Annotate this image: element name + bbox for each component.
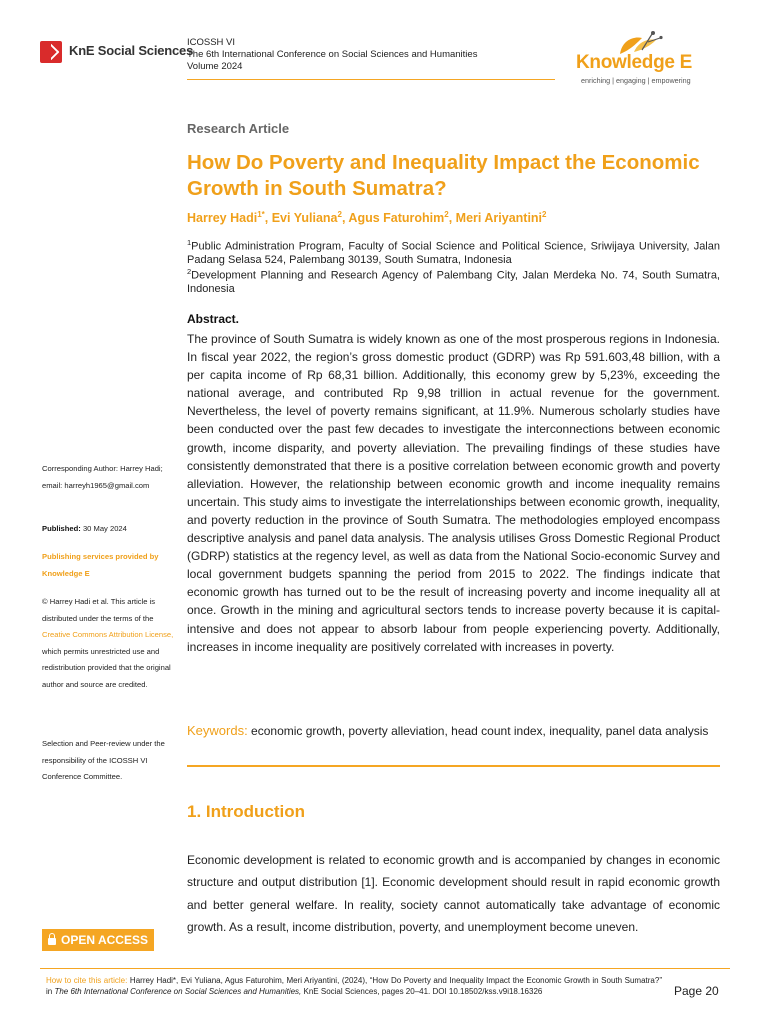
keywords-text: economic growth, poverty alleviation, head count index, inequality, panel data analysis xyxy=(251,724,709,738)
license-pre: © Harrey Hadi et al. This article is distributed under the terms of the xyxy=(42,597,156,623)
footer-divider xyxy=(40,968,730,969)
lock-icon xyxy=(48,938,56,945)
publisher-name: KnE Social Sciences xyxy=(69,43,194,58)
cite-source: The 6th International Conference on Social Sciences and Humanities, xyxy=(54,986,302,996)
conference-info xyxy=(187,37,477,73)
affiliation-text: Public Administration Program, Faculty of Social Science and Political Science, Sriwijaya University, Jalan Padang Selasa 524, Palembang 30139, South Sumatra, Indonesia xyxy=(187,240,720,267)
affiliation-text: Development Planning and Research Agency of Palembang City, Jalan Merdeka No. 74, South Sumatra, Indonesia xyxy=(187,269,720,296)
author-name: Harrey Hadi xyxy=(187,211,258,226)
header-divider xyxy=(187,79,555,80)
cite-label: How to cite this article: xyxy=(46,976,128,985)
affiliation-2 xyxy=(187,265,720,297)
open-access-badge xyxy=(42,929,154,951)
abstract-heading: Abstract. xyxy=(187,312,240,326)
author-list: Harrey Hadi$^{1*}$, Evi Yuliana$^2$, Agus Faturohim$^2$, Meri Ariyantini$^2$ xyxy=(187,210,547,226)
conference-full: The 6th International Conference on Social Sciences and Humanities xyxy=(187,49,478,60)
page-number: Page 20 xyxy=(674,984,719,998)
introduction-paragraph: Economic development is related to economic growth and is accompanied by changes in economic structure and output distribution [1]. Economic development should result in rapid economic growth and better general welfare. In reality, society cannot automatically take advantage of economic growth. As a result, income distribution, poverty, and unemployment become uneven. xyxy=(187,853,720,934)
knowledge-e-tagline: enriching | engaging | empowering xyxy=(581,76,691,85)
affiliation-sup: 1 xyxy=(187,238,192,247)
article-title: How Do Poverty and Inequality Impact the Economic Growth in South Sumatra? xyxy=(187,151,700,200)
license-post: which permits unrestricted use and redistribution provided that the original author and source are credited. xyxy=(42,646,171,689)
conference-short: ICOSSH VI xyxy=(187,37,236,48)
keywords xyxy=(187,722,720,740)
knowledge-e-logo-text: Knowledge E xyxy=(576,52,692,73)
peer-review-notice: Selection and Peer-review under the responsibility of the ICOSSH VI Conference Committee. xyxy=(42,739,165,781)
article-type: Research Article xyxy=(187,121,290,136)
license-link[interactable]: Creative Commons Attribution License, xyxy=(42,630,174,639)
author-name: Evi Yuliana xyxy=(271,211,338,226)
volume: Volume 2024 xyxy=(187,61,243,72)
publishing-services: Publishing services provided by Knowledge E xyxy=(42,552,159,578)
author-name: Agus Faturohim xyxy=(348,211,445,226)
affiliation-1 xyxy=(187,236,720,268)
keywords-label: Keywords: xyxy=(187,723,248,738)
affiliation-sup: 2 xyxy=(187,267,192,276)
author-sup: 2 xyxy=(337,210,342,219)
open-access-label: OPEN ACCESS xyxy=(61,933,148,947)
license-notice xyxy=(42,594,174,693)
abstract-text: The province of South Sumatra is widely known as one of the most prosperous regions in Indonesia. In fiscal year 2022, the region’s gross domestic product (GDRP) was Rp 591.603,48 billion, with a per capita income of Rp 68,31 billion. Additionally, this economy grew by 5,23%, exceeding the national average, and contributed Rp 9,98 trillion in actual revenue for the government. Nevertheless, the level of poverty remains significant, at 11.9%. Numerous scholarly studies have been conducted over the past few decades to investigate the interconnections between economic growth, income disparity, and poverty alleviation. The prevailing findings of these studies have consistently demonstrated that there is a positive correlation between economic growth and poverty alleviation. However, the relationship between economic growth and income inequality remains uncertain. This study aims to investigate the interrelationships between economic growth, inequality, and poverty reduction in the province of South Sumatra. The methodologies employed encompass descriptive analysis and panel data analysis. The analysis utilises Gross Domestic Regional Product (GDRP) statistics at the regency level, as well as data from the National Socio-economic Survey and local government budgets spanning the period from 2015 to 2022. The findings indicate that economic growth has turned out to be the result of increasing poverty and income inequality all at once. Growth in the mining and agricultural sectors tends to increase poverty because it is capital-intensive and does not appear to absorb labour from people experiencing poverty. Additionally, increases in income inequality are positively correlated with increases in poverty. xyxy=(187,332,720,654)
author-sup: 2 xyxy=(542,210,547,219)
kne-logo-icon xyxy=(40,41,62,63)
section-heading-introduction: 1. Introduction xyxy=(187,802,306,821)
published-label: Published: xyxy=(42,524,81,533)
cite-text: Harrey Hadi*, Evi Yuliana, Agus Faturohim, Meri Ariyantini, (2024), “How Do Poverty and Inequality Impact the Economic Growth in South Sumatra?” in xyxy=(46,976,662,996)
citation xyxy=(46,976,662,997)
author-sup: 2 xyxy=(444,210,449,219)
keywords-divider xyxy=(187,765,720,767)
published-info xyxy=(42,521,174,538)
author-name: Meri Ariyantini xyxy=(455,211,543,226)
corresponding-author: Corresponding Author: Harrey Hadi; email: harreyh1965@gmail.com xyxy=(42,464,163,490)
author-sup: 1* xyxy=(257,210,265,219)
published-date: 30 May 2024 xyxy=(82,524,127,533)
cite-tail: KnE Social Sciences, pages 20–41. DOI 10.18502/kss.v9i18.16326 xyxy=(303,986,543,996)
